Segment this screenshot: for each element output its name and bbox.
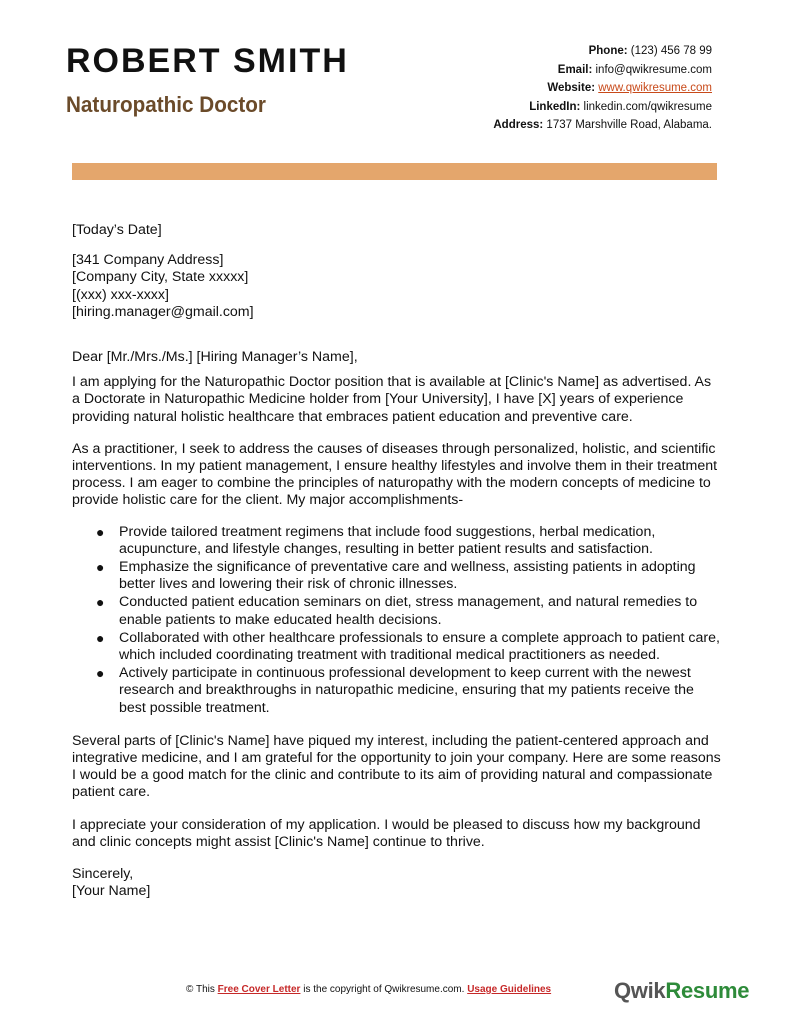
- footer-middle: is the copyright of Qwikresume.com.: [303, 984, 465, 995]
- letter-date: [Today’s Date]: [72, 222, 162, 238]
- linkedin-label: LinkedIn:: [529, 100, 581, 113]
- logo-part-resume: Resume: [665, 978, 750, 1003]
- list-item: [72, 630, 722, 664]
- address-label: Address:: [493, 119, 544, 131]
- contact-block: [493, 42, 712, 135]
- accomplishments-list: [72, 524, 722, 717]
- list-item: [72, 594, 722, 628]
- paragraph-closing: I appreciate your consideration of my application. I would be pleased to discuss how my background and clinic concepts might assist [Clinic's Name] continue to thrive.: [72, 816, 701, 850]
- bullet-icon: ●: [96, 594, 105, 611]
- list-item-text: Actively participate in continuous professional development to keep current with the newest research and breakthroughs in naturopathic medicine, ensuring that my patients receive the best possible treatment.: [119, 665, 694, 716]
- list-item-text: Emphasize the significance of preventative care and wellness, assisting patients in adopting better lives and lowering their risk of chronic illnesses.: [119, 559, 696, 593]
- linkedin-row: [493, 98, 712, 117]
- email-row: [493, 61, 712, 80]
- email-label: Email:: [557, 63, 593, 76]
- recipient-line: [341 Company Address]: [72, 252, 224, 269]
- list-item: [72, 559, 722, 593]
- footer-copyright: [186, 984, 551, 995]
- recipient-line: [hiring.manager@gmail.com]: [72, 303, 254, 320]
- website-link[interactable]: www.qwikresume.com: [598, 82, 712, 94]
- usage-guidelines-link[interactable]: Usage Guidelines: [467, 984, 552, 995]
- list-item: [72, 665, 722, 717]
- logo-part-qwik: Qwik: [614, 978, 666, 1003]
- address-row: [493, 116, 712, 135]
- paragraph-practice: As a practitioner, I seek to address the causes of diseases through personalized, holistic, and scientific interventions. In my patient management, I ensure healthy lifestyles and involve them in their treatment process. I am eager to combine the principles of naturopathy with the modern concepts of medicine to provide holistic care for the client. My major accomplishments-: [72, 440, 718, 509]
- free-cover-letter-link[interactable]: Free Cover Letter: [217, 984, 301, 995]
- qwikresume-logo[interactable]: [614, 978, 749, 1004]
- website-label: Website:: [547, 82, 596, 94]
- bullet-icon: ●: [96, 629, 105, 646]
- email-value: info@qwikresume.com: [595, 63, 712, 76]
- phone-value: (123) 456 78 99: [630, 45, 712, 57]
- footer-prefix: © This: [186, 984, 215, 995]
- list-item-text: Provide tailored treatment regimens that include food suggestions, herbal medication, acupuncture, and lifestyle changes, resulting in better patient results and satisfaction.: [119, 523, 656, 557]
- bullet-icon: ●: [96, 559, 105, 576]
- header-divider-bar: [72, 163, 717, 180]
- recipient-block: [72, 252, 722, 321]
- paragraph-intro: I am applying for the Naturopathic Doctor position that is available at [Clinic's Name] as advertised. As a Doctorate in Naturopathic Medicine holder from [Your University], I have [X] years of experience providing natural holistic healthcare that embraces patient education and preventive care.: [72, 374, 712, 425]
- website-row: [493, 79, 712, 98]
- linkedin-value: linkedin.com/qwikresume: [583, 100, 712, 113]
- salutation: Dear [Mr./Mrs./Ms.] [Hiring Manager’s Name],: [72, 349, 358, 366]
- signature: [Your Name]: [72, 883, 151, 900]
- applicant-name: ROBERT SMITH: [66, 42, 349, 80]
- bullet-icon: ●: [96, 665, 105, 682]
- phone-label: Phone:: [588, 45, 628, 57]
- phone-row: [493, 42, 712, 61]
- bullet-icon: ●: [96, 523, 105, 540]
- list-item: [72, 524, 722, 558]
- list-item-text: Conducted patient education seminars on diet, stress management, and natural remedies to enable patients to make educated health decisions.: [119, 594, 698, 628]
- closing: Sincerely,: [72, 866, 134, 883]
- paragraph-interest: Several parts of [Clinic's Name] have piqued my interest, including the patient-centered approach and integrative medicine, and I am grateful for the opportunity to join your company. Here are some reasons I would be a good match for the clinic and contribute to its aim of providing natural and compassionate patient care.: [72, 732, 721, 801]
- list-item-text: Collaborated with other healthcare professionals to ensure a complete approach to patient care, which included coordinating treatment with traditional medical practitioners as needed.: [119, 629, 720, 664]
- recipient-line: [(xxx) xxx-xxxx]: [72, 286, 169, 303]
- letter-body: [72, 222, 722, 901]
- job-title: Naturopathic Doctor: [66, 92, 266, 117]
- address-value: 1737 Marshville Road, Alabama.: [546, 119, 712, 131]
- recipient-line: [Company City, State xxxxx]: [72, 269, 249, 286]
